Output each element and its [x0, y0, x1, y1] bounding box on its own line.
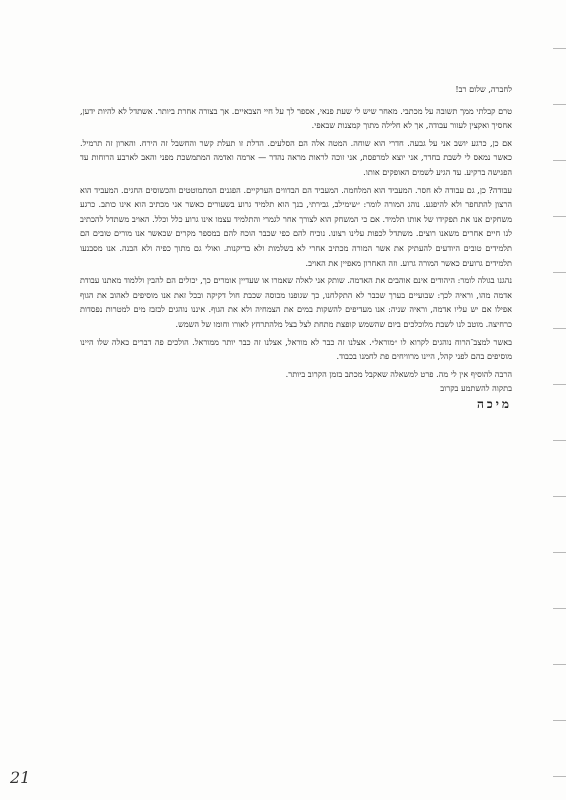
margin-mark: [553, 48, 566, 49]
margin-mark: [553, 608, 566, 609]
paragraph: נהגנו בגולה לומר: היהודים אינם אוהבים את האדמה. שותק אני לאלה שאמרו או שעדיין אומרים כך, יכולים הם להבין וללמוד מאתנו עבודת אדמה מהו, וראיה לכך: שבועיים בערך שכבר לא התקלחנו, כך שגופנו מכוסה שכבת חול דקיקה ובכל זאת אנו מוסיפים לאהוב את הגוף אפילו אם יש עליו אדמה, וראיה שניה: אנו מעדיפים להשקות במים את הצמחיה ולא את הגוף. איננו נוהגים לבזבז מים למטרות נפסדות כרחיצה. מוטב לנו לשבת מלוכלכים ביום שהשמש קופצת מתחת לצל בצל מלהתרחץ לאורו וחומו של השמש.: [80, 275, 512, 329]
paragraph: עבודה? כן, גם עבודה לא חסר. המעביד הוא המלחמה. המעביד הם הבדווים הערקיים. הפגנים המתמוטטים והכשוסים החגים. המעביד הוא הרצון להתחפר ולא להיפגע. נוהג המורה לומר: ״שימילב, גבירתי, בנך הוא תלמיד גרוע בשעורים כאשר אני מכתיב הוא אינו כותב. כרגע משחקים אנו את תפקידו של אותו תלמיד. אם כי המשחק הוא לצורך אחר לגמרי והתלמיד עצמו אינו גרוע כלל וכלל. האויב משתדל להכתיב לנו חיים אחרים משאנו רוצים. משתדל לכפות עלינו רצונו. נוכיח להם כפי שכבר הוכח להם במספר מקרים שכאשר אנו מורים טובים הם תלמידים טובים היודעים להעתיק את אשר המורה מכתיב אחרי לא בשלמות ולא בדיקנות. ואולי גם מתוך כפיה ולא הבנה. אנו מסבנעו תלמידים גרועים כאשר המורה גרוע. וזה האחרון מאפיין את האויב.: [80, 184, 512, 268]
paragraph: אם כן, כרגע יושב אני על גבעה. חדרי הוא שוחה. המטה אלה הם הסלעים. הדלת זו תעלת קשר והחשבל זה הירח. והארון זה תרמיל. כאשר נמאס לי לשבת בחדר, אני יוצא למרפסת, אני זוכה לראות מראה נהדר — ארמה ואדמה המתמשכת מפני והאב לארבע הרוחות עד הפגישה ברקיע. עד הגיע לשמים האופקים אותו.: [80, 137, 512, 177]
margin-mark: [553, 272, 566, 273]
margin-mark: [553, 496, 566, 497]
margin-mark: [553, 104, 566, 105]
signature: מיכה: [476, 396, 512, 411]
paragraph: טרם קבלתי ממך תשובה על מכתבי. מאחר שיש לי שעת פנאי, אספר לך על חיי הצבאיים. אך בצורה אחרת ביותר. אשתדל לא להיות ידען, אחסיך ואקצין לעזור עבודה, אך לא חלילה מתוך קמצנות שבאפי.: [80, 105, 512, 131]
margin-mark: [553, 664, 566, 665]
margin-mark: [553, 328, 566, 329]
page-number: 21: [10, 768, 31, 787]
margin-mark: [553, 776, 566, 777]
margin-mark: [553, 384, 566, 385]
closing-note: הרבה להוסיף אין לי מה. פרט למשאלה שאקבל מכתב בזמן הקרוב ביותר.: [285, 368, 512, 379]
margin-mark: [553, 720, 566, 721]
margin-mark: [553, 440, 566, 441]
margin-mark: [553, 160, 566, 161]
letter-body: [80, 82, 512, 412]
closing-line: בתקוה להשתמע בקרוב: [440, 383, 512, 394]
margin-mark: [553, 216, 566, 217]
margin-mark: [553, 552, 566, 553]
paragraph: באשר למצב־הרוח נוהגים לקרוא לו ״מוראל״. אצלנו זה כבר לא מוראל, אצלנו זה כבר יותר ממוראל. הולכים פה דברים כאלה שלו היינו מוסיפים בהם לפני קהל, היינו מרוויחים פת לחמנו בכבוד.: [80, 336, 512, 362]
greeting: לחברה, שלום רב!: [455, 84, 512, 94]
